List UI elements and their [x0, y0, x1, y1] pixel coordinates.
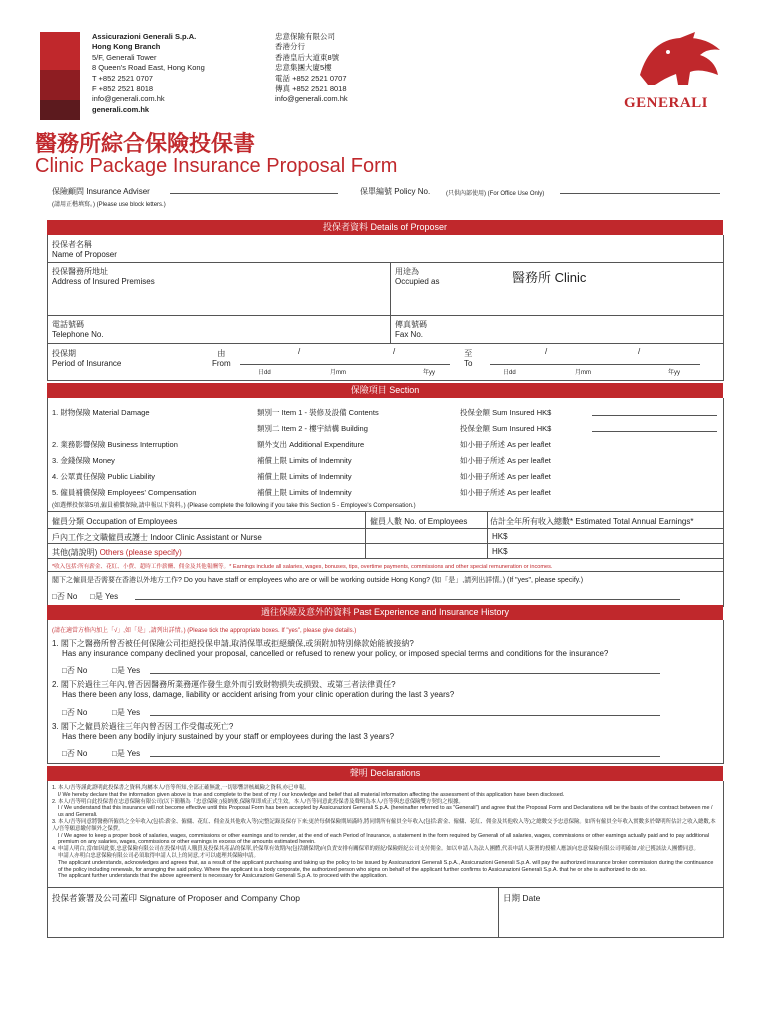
occupied-value: 醫務所 Clinic [512, 270, 587, 285]
declarations-text [52, 785, 716, 880]
declaration-para: The applicant further understands that the above agreement is necessary for Assicurazioni Generali S.p.A. to proceed with the application. [58, 873, 388, 880]
outside-hk-question: 閣下之僱員是否需要在香港以外地方工作? Do you have staff or employees who are or will be working outside Hong Kong? (如「是」,請列出詳情。) (If "yes", please specify.) [52, 577, 584, 584]
section-item: 補償上限 Limits of Indemnity [257, 456, 352, 465]
title-en: Clinic Package Insurance Proposal Form [35, 155, 398, 177]
declaration-para: 申請人亦明白忠意保險有限公司必須取得申請人以上的同意,才可以處理其保險申請。 [58, 852, 259, 859]
declaration-para: 2. 本人/吾等明白此投保書在忠意保險有限公司(以下簡稱為「忠意保險」)接納後,保險單即成正式生效。本人/吾等同意此投保書及聲明為本人/吾等與忠意保險雙方契約之根據。 [52, 798, 464, 805]
divider [47, 528, 723, 529]
generali-logo [620, 30, 730, 110]
address-label [52, 267, 155, 287]
declaration-para: 4. 申請人明白,當/如因此要,忠意保險有限公司在投保申請人購買及投保其產品的保單,於保單有效期內(包括續保期)向負責安排有關保單的經紀/保險經紀公司支付佣金。如以申請人為法人團體,代表申請人簽署的授權人應該向忠意保險有限公司明確如,/並已獲該法人團體同意。 [52, 846, 699, 853]
section-item: 類別二 Item 2 - 樓宇結構 Building [257, 424, 368, 433]
branch-name-zh: 香港分行 [275, 42, 305, 52]
section-value: 如小冊子所述 As per leaflet [460, 440, 551, 449]
section-row [52, 437, 712, 453]
section-header: 保險項目 Section [47, 383, 723, 398]
q3-no-checkbox[interactable]: □否 No [62, 749, 88, 758]
yy-hint: 年yy [423, 370, 436, 376]
fax-label-zh: 傳真號碼 [395, 320, 427, 329]
section-row [52, 421, 712, 437]
declaration-para: I/ We hereby declare that the information given above is true and complete to the best of my / our knowledge and belief that all material information affecting the assessment of this application have been disclosed. [58, 791, 565, 798]
q3-en: Has there been any bodily injury sustained by your staff or employees during the last 3 years? [62, 732, 395, 741]
q1-zh: 1. 閣下之醫務所曾否被任何保險公司拒絕投保申請,取消保單或拒絕續保,或須附加特別條款始能被接納? [52, 639, 414, 648]
divider [365, 512, 366, 558]
from-label-zh: 由 [217, 349, 226, 358]
section-item: 額外支出 Additional Expenditure [257, 440, 365, 449]
name-input[interactable] [47, 262, 723, 263]
history-header: 過往保險及意外的資料 Past Experience and Insurance History [47, 605, 723, 620]
section-value: 如小冊子所述 As per leaflet [460, 488, 551, 497]
date-label: 日期 Date [503, 893, 541, 903]
fax-label-en: Fax No. [395, 330, 424, 339]
address-input[interactable] [47, 315, 723, 316]
address-label-en: Address of Insured Premises [52, 277, 155, 286]
q1-no-checkbox[interactable]: □否 No [62, 666, 88, 675]
tel-label-zh: 電話號碼 [52, 320, 84, 329]
declarations-header: 聲明 Declarations [47, 766, 723, 781]
address-line-zh: 忠意集團大廈5樓 [275, 63, 332, 73]
earnings-label: 估計全年所有收入總數* Estimated Total Annual Earnings* [490, 517, 694, 526]
section-item: 類別一 Item 1 - 裝修及設備 Contents [257, 408, 379, 417]
outside-yes-checkbox[interactable]: □是 Yes [90, 592, 119, 601]
q1-yes-checkbox[interactable]: □是 Yes [112, 666, 141, 675]
hk-label: HK$ [492, 547, 508, 556]
phone: T +852 2521 0707 [92, 73, 153, 83]
section-name: 4. 公眾責任保險 Public Liability [52, 472, 155, 481]
section-row [52, 405, 712, 421]
mm-hint: 月mm [575, 370, 591, 376]
from-date-input[interactable] [240, 364, 450, 365]
declaration-para: The applicant understands, acknowledges and agrees that, as a result of the applicant purchasing and taking up the policy to be issued by Assicurazioni Generali S.p.A., Assicurazioni Generali S.p.A. will pay the authorized insurance broker commission during the continuance of the policy including renewals, for arranging the said policy. Where the applicant is a body corporate, the authorized person who signs on behalf of the applicant further confirms to Assicurazioni Generali S.p.A. that he or she is authorized to do so. [58, 859, 714, 873]
sum-insured-input[interactable] [592, 431, 717, 432]
divider [47, 511, 723, 512]
block-note: (請用正楷填寫。) (Please use block letters.) [52, 202, 166, 208]
email-zh: info@generali.com.hk [275, 94, 348, 104]
ec-note: (如選擇投保第5項,僱員補償保險,請申報以下資料。) (Please complete the following if you take this Section 5 - Employee's Compensation.) [52, 503, 416, 509]
q3-yes-checkbox[interactable]: □是 Yes [112, 749, 141, 758]
declaration-para: I / We agree to keep a proper book of salaries, wages, commissions or other earnings and to render, at the end of each Period of Insurance, a statement in the form required by Generali of all salaries, wages, commissions or other earnings actually paid and to pay additional premium on any salaries, wages, commissions or other earnings in excess of the amounts estimated herein. [58, 832, 710, 846]
branch-name: Hong Kong Branch [92, 42, 161, 52]
lion-icon [620, 30, 730, 90]
fax-label [395, 320, 427, 340]
divider [390, 263, 391, 315]
earnings-note: *收入包括:所有薪金、花紅、小費、超時工作薪酬、佣金及其他報酬等。* Earnings include all salaries, wages, bonuses, tips, overtime payments, commissions and other special remuneration or incomes. [52, 564, 553, 570]
section-row [52, 485, 712, 501]
q1-en: Has any insurance company declined your proposal, cancelled or refused to renew your policy, or imposed special terms and conditions for the insurance? [62, 649, 609, 658]
q3-details-input[interactable] [150, 756, 660, 757]
num-emp-label: 僱員人數 No. of Employees [370, 517, 468, 526]
divider [47, 543, 723, 544]
to-date-input[interactable] [490, 364, 700, 365]
from-label [212, 349, 231, 369]
q3-zh: 3. 閣下之僱員於過往三年內曾否因工作受傷或死亡? [52, 722, 234, 731]
q2-no-checkbox[interactable]: □否 No [62, 708, 88, 717]
declaration-para: I / We understand that this insurance will not become effective until this Proposal Form has been accepted by Assicurazioni Generali S.p.A. (hereinafter referred to as "Generali") and agree that the Proposal Form and Declarations will be the basis of the contract between me / us and Generali. [58, 805, 713, 819]
divider [47, 558, 723, 559]
period-label [52, 349, 121, 369]
office-note: (只供內部使用) (For Office Use Only) [446, 191, 545, 197]
address-line: 8 Queen's Road East, Hong Kong [92, 63, 205, 73]
others-label-zh: 其他(請說明) [52, 548, 98, 557]
date-slash: / [298, 347, 301, 356]
section-value: 如小冊子所述 As per leaflet [460, 472, 551, 481]
section-name: 2. 業務影響保險 Business Interruption [52, 440, 178, 449]
section-name: 5. 僱員補償保險 Employees' Compensation [52, 488, 197, 497]
phone-zh: 電話 +852 2521 0707 [275, 73, 347, 83]
to-label-en: To [464, 359, 473, 368]
period-label-zh: 投保期 [52, 349, 76, 358]
name-label-en: Name of Proposer [52, 250, 117, 259]
company-name: Assicurazioni Generali S.p.A. [92, 32, 197, 41]
q2-yes-checkbox[interactable]: □是 Yes [112, 708, 141, 717]
section-value: 如小冊子所述 As per leaflet [460, 456, 551, 465]
q2-en: Has there been any loss, damage, liability or accident arising from your clinic operation during the last 3 years? [62, 690, 455, 699]
date-slash: / [545, 347, 548, 356]
to-label-zh: 至 [464, 349, 473, 358]
divider [47, 887, 723, 888]
tel-label [52, 320, 104, 340]
section-table [52, 405, 712, 501]
others-label-en: Others (please specify) [99, 548, 182, 557]
sum-insured-input[interactable] [592, 415, 717, 416]
q1-details-input[interactable] [150, 673, 660, 674]
to-label [464, 349, 472, 369]
address-line: 5/F, Generali Tower [92, 52, 157, 62]
others-label [52, 547, 182, 558]
address-line-zh: 香港皇后大道東8號 [275, 52, 340, 62]
section-item: 補償上限 Limits of Indemnity [257, 472, 352, 481]
q2-details-input[interactable] [150, 715, 660, 716]
occ-emp-label: 僱員分類 Occupation of Employees [52, 517, 178, 526]
period-label-en: Period of Insurance [52, 359, 122, 368]
dd-hint: 日dd [503, 370, 516, 376]
policy-label: 保單編號 Policy No. [360, 187, 431, 196]
adviser-label: 保險顧問 Insurance Adviser [52, 187, 150, 196]
address-zh [275, 32, 348, 105]
proposer-header: 投保者資料 Details of Proposer [47, 220, 723, 235]
divider [487, 512, 488, 558]
date-slash: / [638, 347, 641, 356]
section-row [52, 453, 712, 469]
outside-no-checkbox[interactable]: □否 No [52, 592, 78, 601]
dd-hint: 日dd [258, 370, 271, 376]
outside-details-input[interactable] [135, 599, 680, 600]
name-label [52, 240, 117, 260]
section-item: 補償上限 Limits of Indemnity [257, 488, 352, 497]
tel-label-en: Telephone No. [52, 330, 104, 339]
date-slash: / [393, 347, 396, 356]
proposer-box [47, 235, 724, 381]
mm-hint: 月mm [330, 370, 346, 376]
declaration-para: 1. 本人/吾等謹此證明此投保書之資料,均屬本人/吾等所知,全部正確無訛,一切影響評核風險之資料,亦已申報。 [52, 785, 310, 791]
adviser-input[interactable] [170, 193, 338, 194]
occupied-label-zh: 用途為 [395, 267, 419, 276]
section-name: 1. 財物保險 Material Damage [52, 408, 150, 417]
website: generali.com.hk [92, 104, 150, 114]
divider [498, 888, 499, 937]
signature-label: 投保者簽署及公司蓋印 Signature of Proposer and Company Chop [52, 893, 301, 903]
date-area[interactable] [505, 905, 715, 933]
address-en [92, 32, 205, 115]
email: info@generali.com.hk [92, 94, 165, 104]
policy-input[interactable] [560, 193, 720, 194]
tick-note: (請在適當方格內加上「√」,如「是」,請列出詳情。) (Please tick the appropriate boxes. If "yes", please give details.) [52, 628, 357, 634]
from-label-en: From [212, 359, 231, 368]
tel-input[interactable] [47, 343, 723, 344]
brand-color-block [40, 32, 80, 117]
signature-area[interactable] [60, 905, 490, 933]
section-row [52, 469, 712, 485]
title-zh: 醫務所綜合保險投保書 [35, 131, 256, 156]
section-value: 投保金額 Sum Insured HK$ [460, 424, 552, 433]
q2-zh: 2. 閣下於過往三年內,曾否因醫務所業務運作發生意外而引致財物損失或損毀、或第三者法律責任? [52, 680, 396, 689]
company-name-zh: 忠意保險有限公司 [275, 32, 335, 41]
fax: F +852 2521 8018 [92, 84, 154, 94]
fax-zh: 傳真 +852 2521 8018 [275, 84, 347, 94]
divider [390, 316, 391, 343]
occupied-label-en: Occupied as [395, 277, 440, 286]
name-label-zh: 投保者名稱 [52, 240, 92, 249]
address-label-zh: 投保醫務所地址 [52, 267, 108, 276]
yy-hint: 年yy [668, 370, 681, 376]
hk-label: HK$ [492, 532, 508, 541]
occupied-label [395, 267, 439, 287]
declaration-para: 3. 本人/吾等同意將醫務所僱員之全年收入(包括:薪金、僱傭、花紅、佣金及其他收入等)完整記錄及保存下來;更於每個保險期屆滿時,將同期所有僱員全年收入(包括:薪金、僱傭、花紅、佣金及其他收入等)之總數交予忠意保險。如所有僱員全年收入實數多於聲明所估計之收入總數,本人/吾等願意繳付額外之保費。 [52, 818, 716, 832]
divider [47, 571, 723, 572]
indoor-label: 戶內工作之文職僱員或護士 Indoor Clinic Assistant or Nurse [52, 533, 262, 542]
brand-name: GENERALI [624, 95, 709, 111]
section-value: 投保金額 Sum Insured HK$ [460, 408, 552, 417]
section-name: 3. 金錢保險 Money [52, 456, 115, 465]
